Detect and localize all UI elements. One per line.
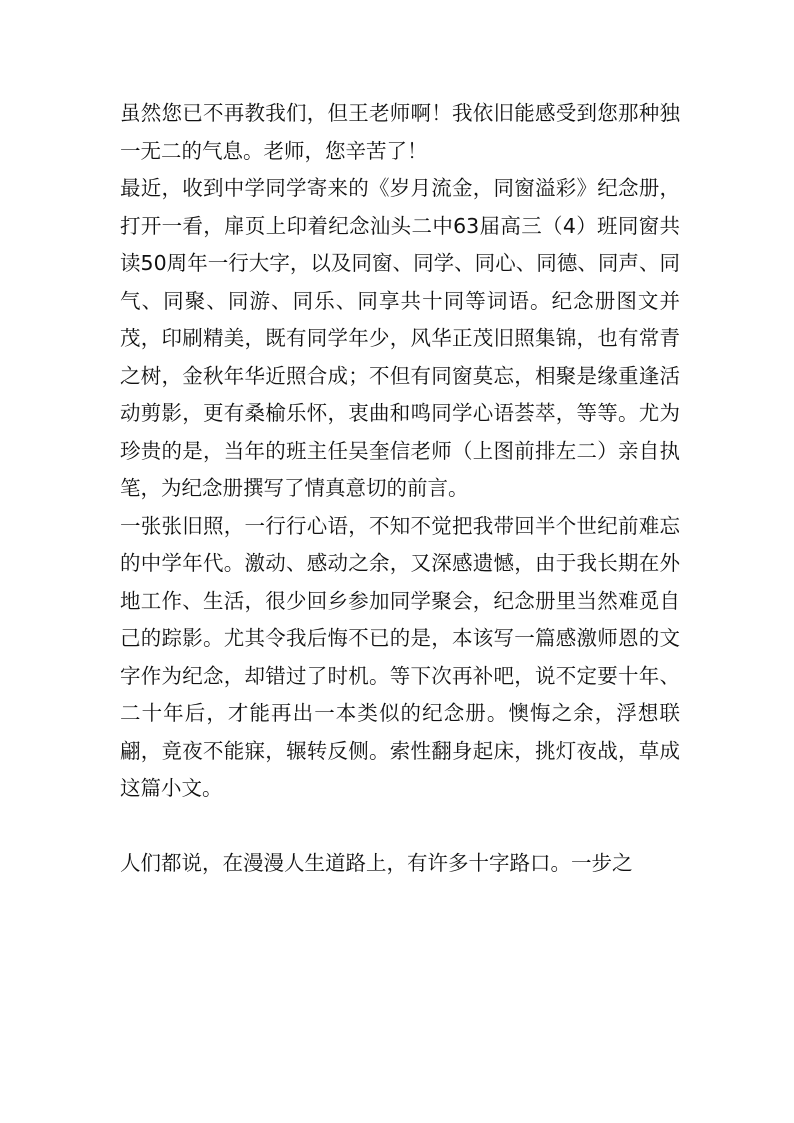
paragraph-gap bbox=[120, 808, 680, 846]
document-body bbox=[120, 95, 680, 883]
paragraph-4: 人们都说，在漫漫人生道路上，有许多十字路口。一步之 bbox=[120, 851, 633, 875]
paragraph-2: 最近，收到中学同学寄来的《岁月流金，同窗溢彩》纪念册，打开一看，扉页上印着纪念汕头二中63届高三（4）班同窗共读50周年一行大字，以及同窗、同学、同心、同德、同声、同气、同聚、同游、同乐、同享共十同等词语。纪念册图文并茂，印刷精美，既有同学年少，风华正茂旧照集锦，也有常青之树，金秋年华近照合成；不但有同窗莫忘，相聚是缘重逢活动剪影，更有桑榆乐怀，衷曲和鸣同学心语荟萃，等等。尤为珍贵的是，当年的班主任吴奎信老师（上图前排左二）亲自执笔，为纪念册撰写了情真意切的前言。 bbox=[120, 176, 680, 500]
paragraph-3: 一张张旧照，一行行心语，不知不觉把我带回半个世纪前难忘的中学年代。激动、感动之余，又深感遗憾，由于我长期在外地工作、生活，很少回乡参加同学聚会，纪念册里当然难觅自己的踪影。尤其令我后悔不已的是，本该写一篇感激师恩的文字作为纪念，却错过了时机。等下次再补吧，说不定要十年、二十年后，才能再出一本类似的纪念册。懊悔之余，浮想联翩，竟夜不能寐，辗转反侧。索性翻身起床，挑灯夜战，草成这篇小文。 bbox=[120, 513, 680, 800]
paragraph-1: 虽然您已不再教我们，但王老师啊！我依旧能感受到您那种独一无二的气息。老师，您辛苦了！ bbox=[120, 101, 680, 163]
